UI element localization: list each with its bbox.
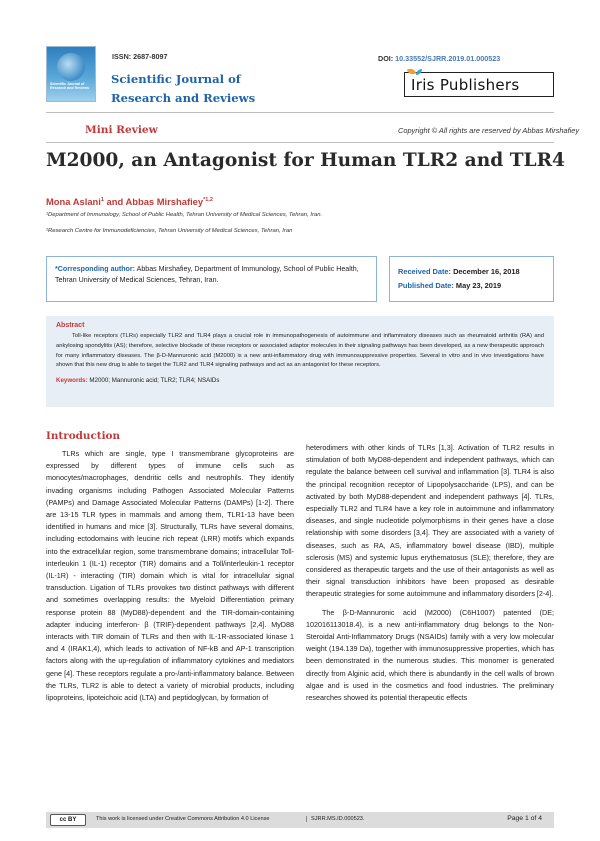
- author-join: and: [103, 196, 126, 207]
- affiliation-2: ²Research Centre for Immunodeficiencies, Tehran University of Medical Sciences, Tehran, Iran: [46, 228, 293, 234]
- body-column-left: [46, 448, 294, 704]
- creative-commons-badge[interactable]: cc BY: [50, 814, 86, 826]
- title-divider: [46, 142, 554, 143]
- body-paragraph: heterodimers with other kinds of TLRs [1,3]. Activation of TLR2 results in stimulation of both MyD88-dependent and independent pathways, which can regulate the balance between cell survival and inflammation [3]. TLR4 is also the principal recognition receptor of Lipopolysaccharide (LPS), and can be activated by both MyD88-dependent and independent pathways [4]. TLRs, especially TLR2 and TLR4 have a key role in autoimmune and inflammatory diseases, and single nucleotide polymorphisms in their genes have a close relationship with some disorders [3,4]. They are associated with a variety of diseases, such as RA, AS, inflammatory bowel disease (IBD), multiple sclerosis (MS) and systemic lupus erythematosus (SLE); therefore, they are considered as therapeutic targets and the use of their antagonists as well as their signal transduction inhibitors have been proposed as desirable therapeutic strategies for some autoimmune and inflammatory disorders [2-4].: [306, 443, 554, 599]
- doi-label: DOI:: [378, 54, 394, 63]
- received-date: December 16, 2018: [453, 267, 520, 276]
- keywords: [56, 377, 544, 384]
- manuscript-id: SJRR.MS.ID.000523.: [306, 816, 364, 822]
- journal-name-line2: Research and Reviews: [111, 91, 256, 105]
- page-footer: [46, 812, 554, 828]
- copyright: Copyright © All rights are reserved by Abbas Mirshafiey: [398, 126, 580, 135]
- authors: [46, 196, 213, 207]
- published-date: May 23, 2019: [455, 281, 502, 290]
- author-name[interactable]: Mona Aslani: [46, 196, 101, 207]
- dates-box: [389, 256, 554, 302]
- corresponding-author-label: *Corresponding author:: [55, 265, 135, 273]
- journal-name-line1: Scientific Journal of: [111, 72, 241, 86]
- cover-graphic: [57, 53, 85, 81]
- article-type: Mini Review: [85, 124, 158, 136]
- keywords-label: Keywords:: [56, 377, 88, 385]
- affiliation-1: ¹Department of Immunology, School of Public Health, Tehran University of Medical Sciences, Tehran, Iran.: [46, 212, 323, 218]
- cover-title: Scientific Journal of Research and Reviews: [50, 82, 89, 90]
- corresponding-author-text: Abbas Mirshafiey, Department of Immunology, School of Public Health, Tehran University of Medical Sciences, Tehran, Iran.: [55, 265, 359, 284]
- introduction-heading: Introduction: [46, 430, 120, 442]
- license-text: This work is licensed under Creative Commons Attribution 4.0 License: [96, 816, 270, 822]
- journal-header: [46, 46, 554, 106]
- publisher-logo: [404, 72, 554, 97]
- published-date-label: Published Date:: [398, 281, 454, 290]
- page-number: Page 1 of 4: [507, 815, 542, 822]
- author-affiliation-marker: 1: [100, 196, 104, 203]
- corresponding-author-box: [46, 256, 377, 302]
- journal-name: [111, 70, 255, 108]
- body-paragraph: TLRs which are single, type I transmembrane glycoproteins are expressed by different types of immune cells such as monocytes/macrophages, dendritic cells and neutrophils. They identify invading organisms including Pathogen Associated Molecular Patterns (PAMPs) and Damage Associated Molecular Patterns (DAMPs) [1-2]. There are 13-15 TLR types in mammals and among them, TLR1-13 have been identified in humans and mice [3]. Structurally, TLRs have several domains, including ectodomains with leucine rich repeat (LRR) motifs which expands into the extracellular region, some transmembrane domains; intracellular Toll-interleukin 1 (IL-1) receptor (TIR) domains and a Toll/interleukin-1 receptor (IL-1R) - interacting (TIR) domain which is vital for intracellular signal transduction. Ligation of TLRs provokes two distinct pathways with different and sometimes overlapping results: the Myeloid Differentiation primary response protein 88 (MyD88)-dependent and the TIR-domain-containing adapter inducing interferon- β (TRIF)-dependent pathways [2,4]. MyD88 interacts with TIR domain of TLRs and then with IL-1R-associated kinase 1 and 4 (IRAK1,4), which leads to activation of NF-kB and AP-1 transcription factors along with the up-regulation of inflammatory cytokines and mediators gene [4]. These receptors regulate a pro-/anti-inflammatory balance. Between the TLRs, TLR2 is able to detect a variety of microbial products, including lipoproteins, lipoteichoic acid (LTA) and peptidoglycan, by formation of: [46, 449, 294, 703]
- author-affiliation-marker: *1,2: [203, 196, 213, 203]
- article-title: M2000, an Antagonist for Human TLR2 and TLR4: [46, 150, 565, 171]
- body-paragraph: The β-D-Mannuronic acid (M2000) (C6H1007) patented (DE; 102016113018.4), is a new anti-inflammatory drug belongs to the Non-Steroidal Anti-Inflammatory Drugs (NSAIDs) family with a very low molecular weight (194.139 Da), together with immunosuppressive properties, which has been demonstrated in the numerous studies. This monomer is generated directly from Alginic acid, which there is abundantly in the cell walls of brown algae and is used in the cosmetics and food industries. The preliminary researches showed its potential therapeutic effects: [306, 607, 554, 703]
- doi: [378, 54, 500, 63]
- published-date-row: [398, 279, 545, 293]
- received-date-row: [398, 265, 545, 279]
- abstract-text: Toll-like receptors (TLRs) especially TLR2 and TLR4 plays a crucial role in immunopathogenesis of autoimmune and inflammatory diseases such as rheumatoid arthritis (RA) and ankylosing spondylitis (AS); therefore, selective blockade of these receptors or associated adaptor molecules in their signaling pathways has been developed, as a new therapeutic approach for many inflammatory diseases. The β-D-Mannuronic acid (M2000) is a new anti-inflammatory drug with immunosuppressive properties. Several in vitro and in vivo investigations have shown that this new drug is able to target the TLR2 and TLR4 signaling pathways and act as an antagonist for these receptors.: [56, 333, 544, 369]
- author-name[interactable]: Abbas Mirshafiey: [125, 196, 204, 207]
- body-column-right: [306, 442, 554, 704]
- publisher-name: Iris Publishers: [411, 75, 520, 94]
- issn: ISSN: 2687-8097: [112, 52, 168, 61]
- journal-cover-image: [46, 46, 96, 102]
- header-divider: [46, 112, 554, 113]
- abstract-box: [46, 316, 554, 407]
- received-date-label: Received Date:: [398, 267, 451, 276]
- keywords-list: M2000; Mannuronic acid; TLR2; TLR4; NSAIDs: [89, 377, 220, 385]
- logo-leaf-icon: [416, 69, 422, 75]
- abstract-heading: Abstract: [56, 322, 85, 329]
- doi-link[interactable]: 10.33552/SJRR.2019.01.000523: [395, 54, 501, 63]
